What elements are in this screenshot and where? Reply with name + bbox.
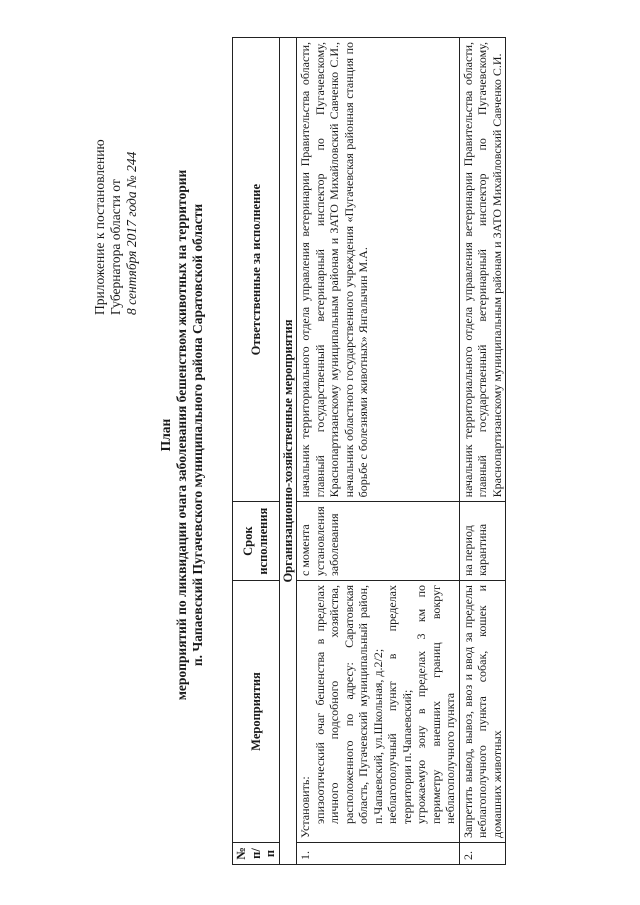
- row-term: на период карантина: [459, 502, 506, 581]
- activity-line: угрожаемую зону в пределах 3 км по периметру внешних границ вокруг неблагополучного пункта: [414, 585, 457, 824]
- row-term: с момента установления заболевания: [297, 502, 460, 581]
- header-term: Срок исполнения: [233, 502, 280, 581]
- appendix-line-2: Губернатора области от: [108, 179, 123, 315]
- row-responsible: начальник территориального отдела управления ветеринарии Правительства области, главный государственный ветеринарный инспектор по Пугачевскому, Краснопартизанскому муниципальным районам и ЗАТО Михайловский Савченко С.И., начальник областного государственного учреждения «Пугачевская районная станция по борьбе с болезнями животных» Янгалычин М.А.: [297, 38, 460, 502]
- table-row: [459, 38, 506, 865]
- activity-line: Запретить вывод, вывоз, ввоз и ввод за пределы неблагополучного пункта собак, кошек и домашних животных: [460, 585, 504, 838]
- row-num: 1.: [297, 843, 460, 865]
- row-activity: [297, 581, 460, 843]
- header-activity: Мероприятия: [233, 581, 280, 843]
- title-line-2: мероприятий по ликвидации очага заболевания бешенством животных на территории: [174, 169, 189, 701]
- section-title: Организационно-хозяйственные мероприятия: [279, 38, 297, 865]
- row-activity: [459, 581, 506, 843]
- section-row: [279, 38, 297, 865]
- activity-line: эпизоотический очаг бешенства в пределах личного подсобного хозяйства, расположенного по адресу: Саратовская область, Пугачевский муниципальный район, п.Чапаевский, ул.Школьная, д.2/2;: [312, 585, 385, 824]
- table-header-row: [233, 38, 280, 865]
- plan-table: [232, 37, 506, 865]
- appendix-note: [92, 75, 140, 315]
- appendix-date-line: 8 сентября 2017 года № 244: [124, 151, 139, 315]
- activity-line: Установить:: [298, 776, 312, 838]
- title-line-1: План: [158, 418, 173, 452]
- header-responsible: Ответственные за исполнение: [233, 38, 280, 502]
- appendix-line-1: Приложение к постановлению: [92, 139, 107, 315]
- title-line-3: п. Чапаевский Пугачевского муниципального района Саратовской области: [190, 203, 205, 667]
- header-num: № п/п: [233, 843, 280, 865]
- activity-line: неблагополучный пункт в пределах территории п.Чапаевский;: [385, 585, 414, 824]
- document-title: [158, 25, 206, 845]
- row-responsible: начальник территориального отдела управления ветеринарии Правительства области, главный государственный ветеринарный инспектор по Пугачевскому, Краснопартизанскому муниципальным районам и ЗАТО Михайловский Савченко С.И.: [459, 38, 506, 502]
- row-num: 2.: [459, 843, 506, 865]
- table-row: [297, 38, 460, 865]
